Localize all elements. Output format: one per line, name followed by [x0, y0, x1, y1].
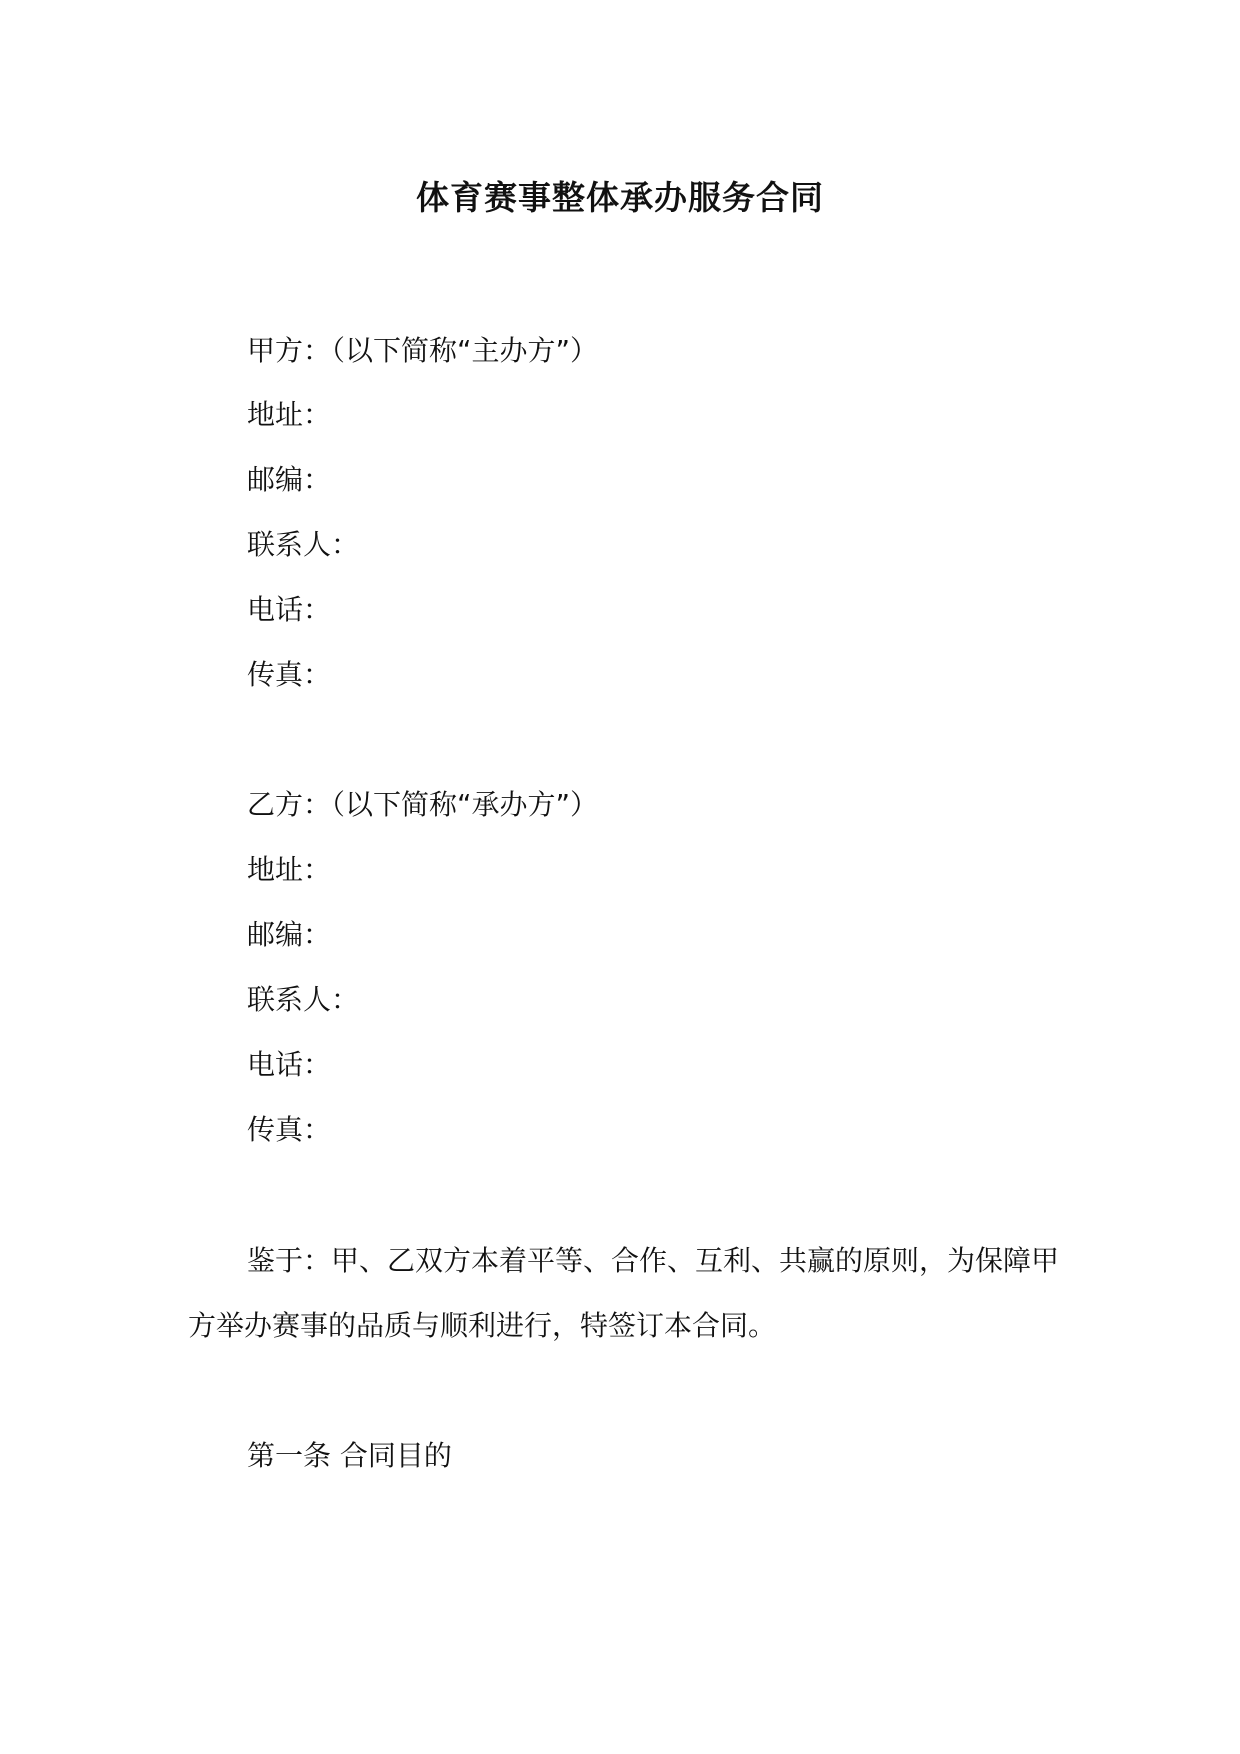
party-b-phone-label: 电话：	[247, 1048, 332, 1081]
party-b-fax-label: 传真：	[247, 1113, 332, 1146]
document-title: 体育赛事整体承办服务合同	[416, 178, 824, 217]
party-b-contact-label: 联系人：	[247, 983, 360, 1016]
party-b-address-label: 地址：	[247, 853, 332, 886]
party-a-contact-label: 联系人：	[247, 528, 360, 561]
party-a-address-label: 地址：	[247, 398, 332, 431]
party-b-postcode-label: 邮编：	[247, 918, 332, 951]
article-1-heading: 第一条 合同目的	[247, 1439, 452, 1472]
preamble-paragraph: 鉴于：甲、乙双方本着平等、合作、互利、共赢的原则，为保障甲方举办赛事的品质与顺利进行，特签订本合同。	[188, 1244, 1060, 1342]
party-a-phone-label: 电话：	[247, 593, 332, 626]
party-a-heading: 甲方：（以下简称“主办方”）	[247, 334, 599, 367]
party-a-postcode-label: 邮编：	[247, 463, 332, 496]
party-b-heading: 乙方：（以下简称“承办方”）	[247, 788, 599, 821]
party-a-fax-label: 传真：	[247, 658, 332, 691]
